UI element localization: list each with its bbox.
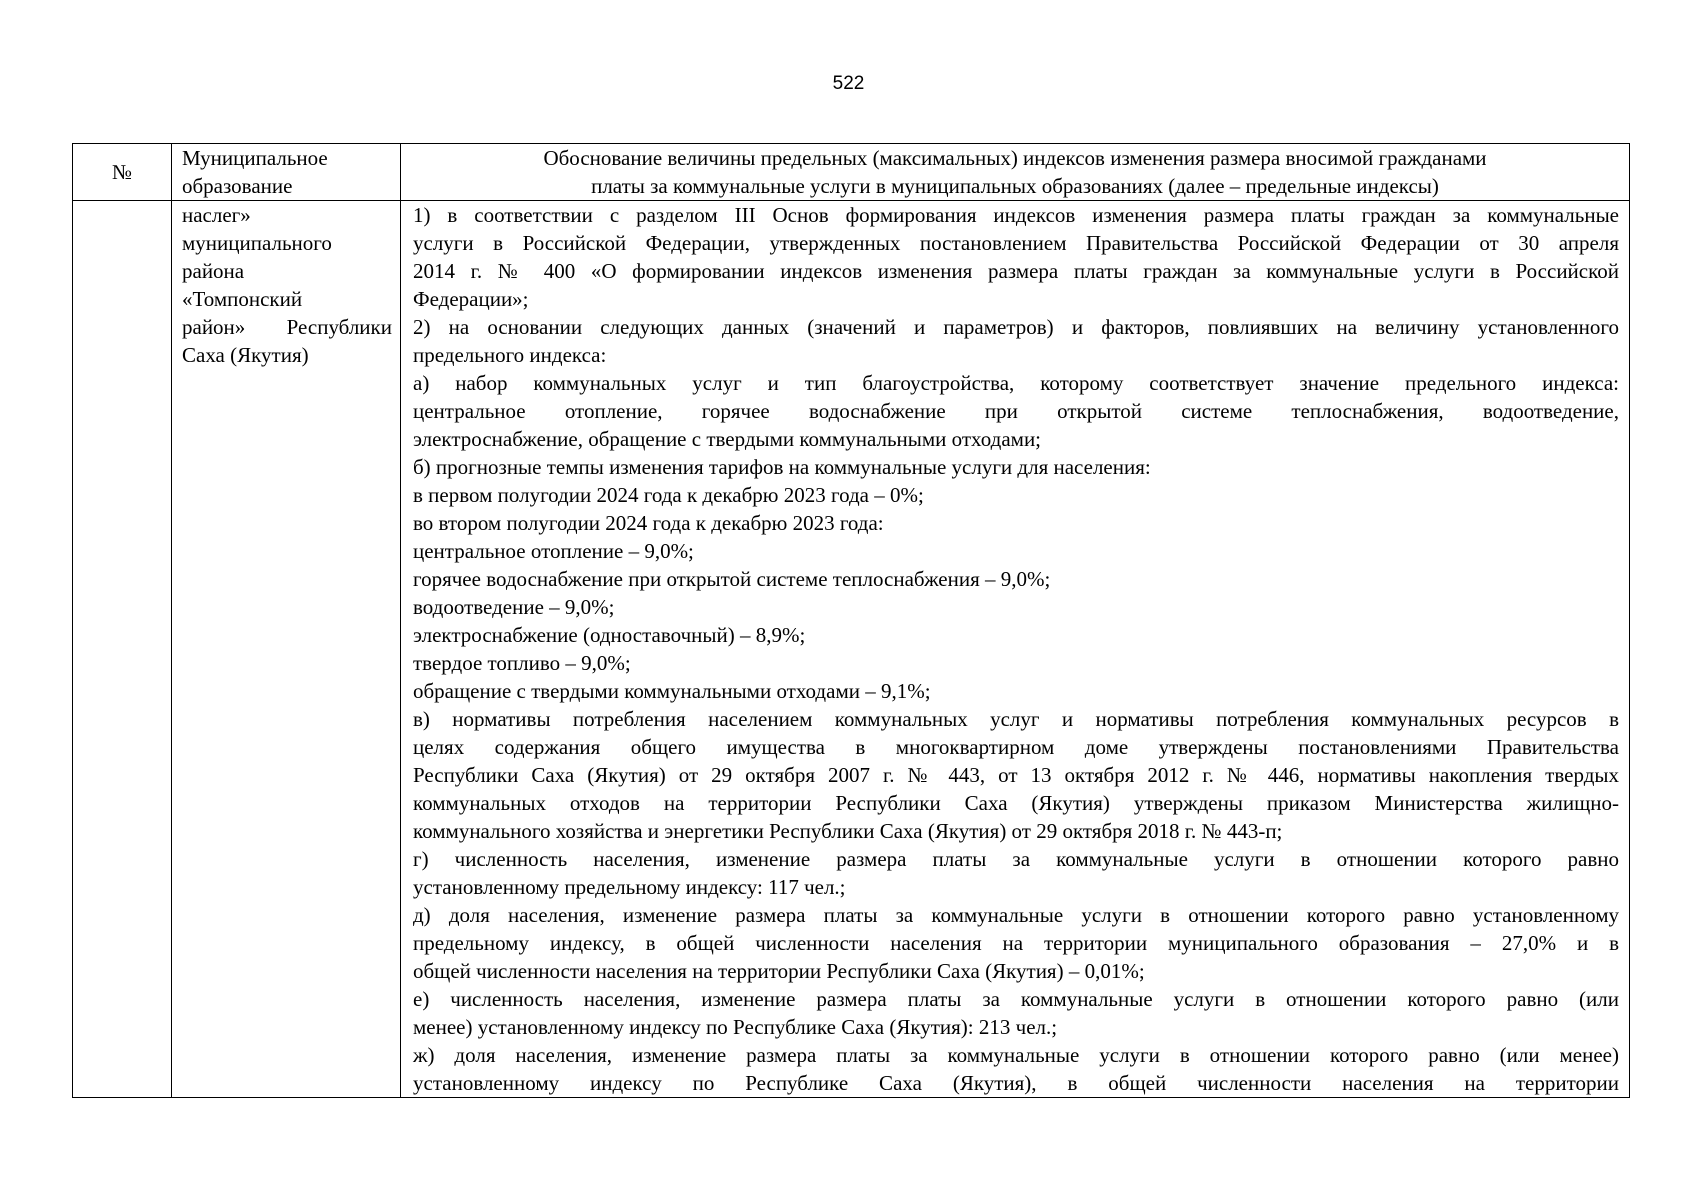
text-line: 2) на основании следующих данных (значений и параметров) и факторов, повлиявших на величину установленного [413, 315, 1619, 339]
text-line: центральное отопление, горячее водоснабжение при открытой системе теплоснабжения, водоотведение, [413, 399, 1619, 423]
text-line: коммунального хозяйства и энергетики Республики Саха (Якутия) от 29 октября 2018 г. № 443-п; [413, 819, 1283, 843]
text-line: б) прогнозные темпы изменения тарифов на коммунальные услуги для населения: [413, 455, 1151, 479]
text-line: предельного индекса: [413, 343, 607, 367]
text-line: электроснабжение, обращение с твердыми коммунальными отходами; [413, 427, 1042, 451]
text-line: твердое топливо – 9,0%; [413, 651, 631, 675]
justification-cell [401, 201, 1630, 1098]
page-number: 522 [832, 73, 865, 94]
text-line: общей численности населения на территории Республики Саха (Якутия) – 0,01%; [413, 959, 1145, 983]
text-line: установленному индексу по Республике Саха (Якутия), в общей численности населения на территории [413, 1071, 1619, 1095]
text-line: д) доля населения, изменение размера платы за коммунальные услуги в отношении которого равно установленному [413, 903, 1619, 927]
text-line: обращение с твердыми коммунальными отходами – 9,1%; [413, 679, 931, 703]
header-municipality [172, 144, 401, 201]
municipality-line: муниципального [182, 231, 332, 255]
header-justification-line: платы за коммунальные услуги в муниципальных образованиях (далее – предельные индексы) [591, 174, 1439, 198]
text-line: электроснабжение (одноставочный) – 8,9%; [413, 623, 806, 647]
header-justification [401, 144, 1630, 201]
header-municipality-line: образование [182, 174, 293, 198]
text-line: во втором полугодии 2024 года к декабрю 2023 года: [413, 511, 884, 535]
header-number: № [73, 144, 172, 201]
text-line: установленному предельному индексу: 117 чел.; [413, 875, 846, 899]
row-number-cell [73, 201, 172, 1098]
text-line: менее) установленному индексу по Республике Саха (Якутия): 213 чел.; [413, 1015, 1058, 1039]
text-line: предельному индексу, в общей численности населения на территории муниципального образования – 27,0% и в [413, 931, 1619, 955]
text-line: Республики Саха (Якутия) от 29 октября 2007 г. № 443, от 13 октября 2012 г. № 446, нормативы накопления твердых [413, 763, 1619, 787]
text-line: в первом полугодии 2024 года к декабрю 2023 года – 0%; [413, 483, 924, 507]
text-line: Федерации»; [413, 287, 529, 311]
text-line: центральное отопление – 9,0%; [413, 539, 694, 563]
municipality-line: Саха (Якутия) [182, 343, 309, 367]
text-line: коммунальных отходов на территории Республики Саха (Якутия) утверждены приказом Министерства жилищно- [413, 791, 1619, 815]
municipality-line: район» Республики [182, 315, 392, 339]
text-line: в) нормативы потребления населением коммунальных услуг и нормативы потребления коммунальных ресурсов в [413, 707, 1619, 731]
table-row [73, 201, 1630, 1098]
text-line: 1) в соответствии с разделом III Основ формирования индексов изменения размера платы граждан за коммунальные [413, 203, 1619, 227]
justification-table [72, 143, 1630, 1098]
header-municipality-line: Муниципальное [182, 146, 328, 170]
municipality-line: «Томпонский [182, 287, 303, 311]
municipality-line: наслег» [182, 203, 251, 227]
text-line: г) численность населения, изменение размера платы за коммунальные услуги в отношении которого равно [413, 847, 1619, 871]
header-justification-line: Обоснование величины предельных (максимальных) индексов изменения размера вносимой гражданами [543, 146, 1487, 170]
table-header-row [73, 144, 1630, 201]
text-line: водоотведение – 9,0%; [413, 595, 615, 619]
text-line: услуги в Российской Федерации, утвержденных постановлением Правительства Российской Федерации от 30 апреля [413, 231, 1619, 255]
text-line: а) набор коммунальных услуг и тип благоустройства, которому соответствует значение предельного индекса: [413, 371, 1619, 395]
municipality-cell [172, 201, 401, 1098]
text-line: 2014 г. № 400 «О формировании индексов изменения размера платы граждан за коммунальные услуги в Российской [413, 259, 1619, 283]
municipality-line: района [182, 259, 245, 283]
text-line: ж) доля населения, изменение размера платы за коммунальные услуги в отношении которого равно (или менее) [413, 1043, 1619, 1067]
text-line: е) численность населения, изменение размера платы за коммунальные услуги в отношении которого равно (или [413, 987, 1619, 1011]
text-line: горячее водоснабжение при открытой системе теплоснабжения – 9,0%; [413, 567, 1051, 591]
text-line: целях содержания общего имущества в многоквартирном доме утверждены постановлениями Правительства [413, 735, 1619, 759]
